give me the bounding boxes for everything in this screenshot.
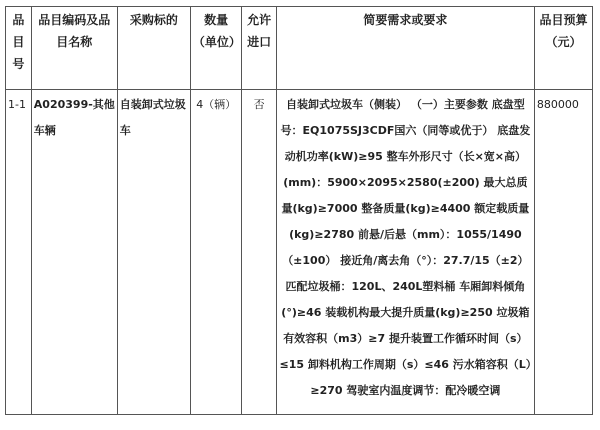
header-budget: 品目预算（元）	[534, 7, 592, 90]
cell-target: 自装卸式垃圾车	[117, 90, 190, 415]
header-row	[6, 7, 593, 90]
cell-item-no: 1-1	[6, 90, 32, 415]
header-item-no: 品目号	[6, 7, 32, 90]
header-requirements: 简要需求或要求	[276, 7, 534, 90]
header-target: 采购标的	[117, 7, 190, 90]
procurement-table	[5, 6, 593, 415]
cell-budget: 880000	[534, 90, 592, 415]
header-quantity: 数量（单位）	[190, 7, 242, 90]
header-code-name: 品目编码及品目名称	[31, 7, 117, 90]
cell-import-allowed: 否	[242, 90, 276, 415]
table-row	[6, 90, 593, 415]
cell-quantity: 4（辆）	[190, 90, 242, 415]
cell-code-name: A020399-其他车辆	[31, 90, 117, 415]
header-import-allowed: 允许进口	[242, 7, 276, 90]
cell-requirements: 自装卸式垃圾车（侧装） （一）主要参数 底盘型号：EQ1075SJ3CDF国六（同等或优于） 底盘发动机功率(kW)≥95 整车外形尺寸（长×宽×高）(mm)：5900×2095×2580(±200) 最大总质量(kg)≥7000 整备质量(kg)≥4400 额定载质量(kg)≥2780 前悬/后悬（mm）：1055/1490（±100） 接近角/离去角（°）：27.7/15（±2） 匹配垃圾桶：120L、240L塑料桶 车厢卸料倾角(°)≥46 装载机构最大提升质量(kg)≥250 垃圾箱有效容积（m3）≥7 提升装置工作循环时间（s）≤15 卸料机构工作周期（s）≤46 污水箱容积（L）≥270 驾驶室内温度调节：配冷暖空调	[276, 90, 534, 415]
